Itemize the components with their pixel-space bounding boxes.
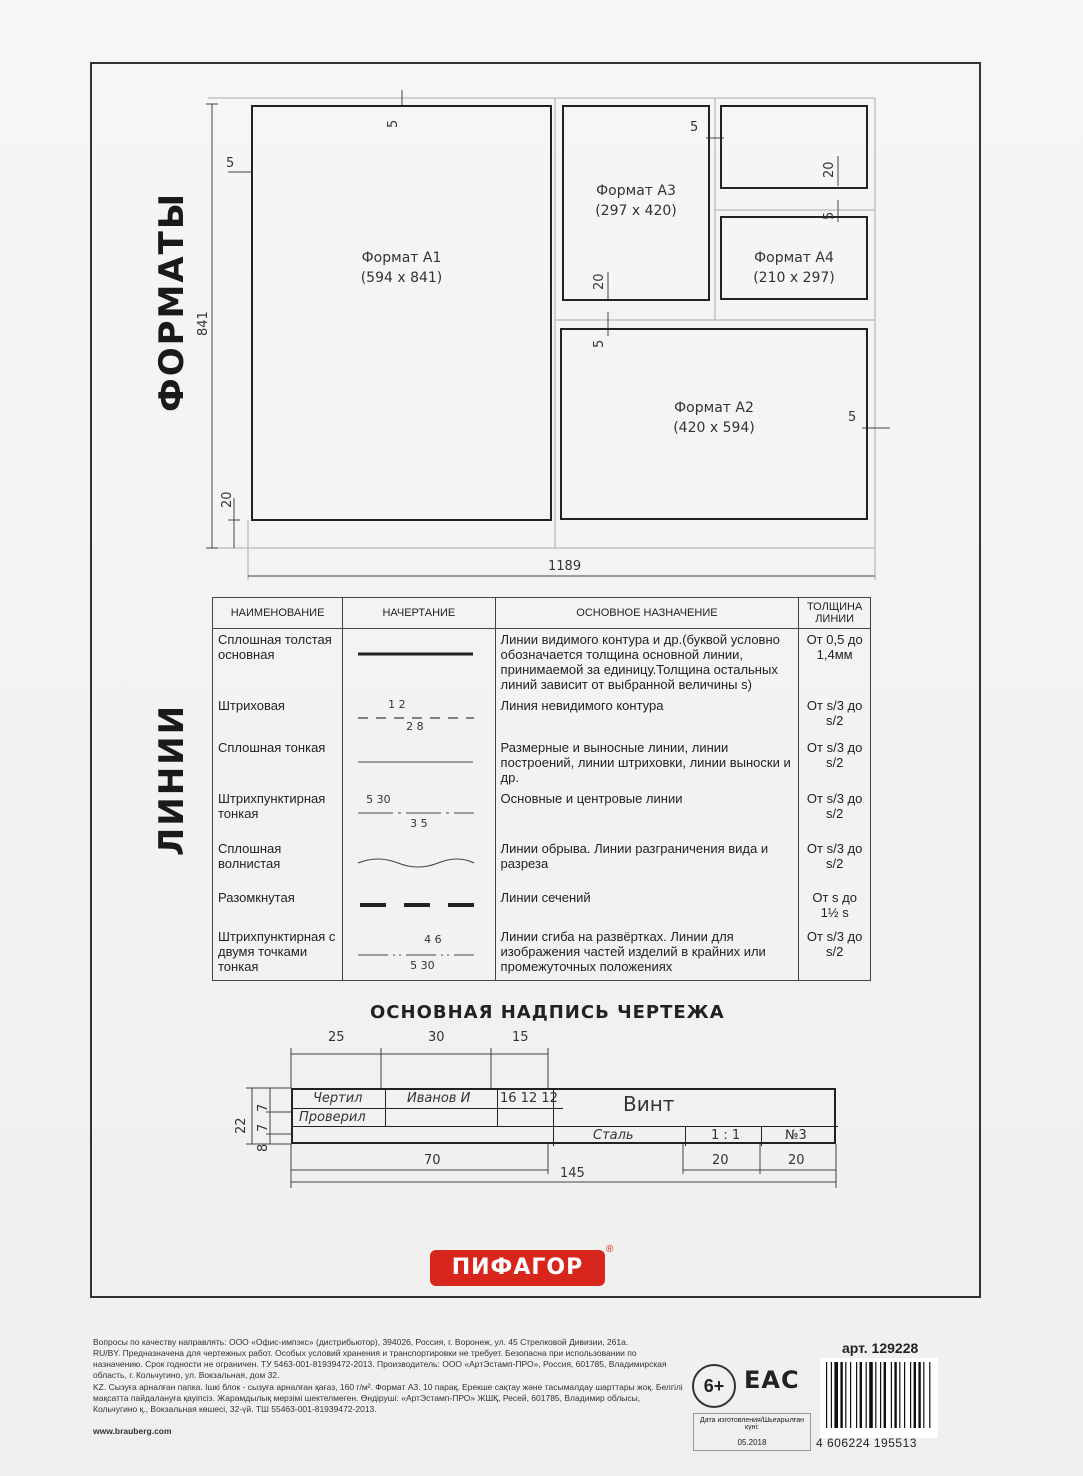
col-name-header: НАИМЕНОВАНИЕ (213, 598, 343, 629)
line-thickness: От s/3 до s/2 (799, 737, 871, 788)
dim-a3-bottom-20: 20 (592, 273, 607, 290)
format-a5-box (720, 105, 868, 189)
material: Сталь (593, 1128, 634, 1143)
barcode-digits: 4 606224 195513 (816, 1436, 917, 1450)
dash-dim-1: 1 2 (388, 698, 406, 711)
table-row (213, 926, 871, 981)
manufacture-date-value: 05.2018 (737, 1438, 767, 1447)
line-purpose: Линия невидимого контура (495, 695, 799, 737)
dash-dim-2: 2 8 (406, 720, 424, 733)
line-drawing (343, 695, 495, 737)
line-drawing (343, 887, 495, 926)
format-a2-label (560, 398, 868, 438)
col-drawing-header: НАЧЕРТАНИЕ (343, 598, 495, 629)
footer-website: www.brauberg.com (93, 1426, 172, 1436)
line-purpose: Линии сгиба на развёртках. Линии для изображения частей изделий в крайних или промежуточных положениях (495, 926, 799, 981)
line-purpose: Линии видимого контура и др.(буквой условно обозначается толщина основной линии, принимаемой за единицу.Толщина остальных линий зависит от выбранной величины s) (495, 629, 799, 696)
line-drawing (343, 838, 495, 887)
drew-date: 16 12 12 (500, 1091, 558, 1106)
format-a2-size: (420 х 594) (673, 420, 755, 436)
format-a3-label (562, 181, 710, 221)
dim-width-145: 145 (560, 1166, 585, 1181)
line-purpose: Размерные и выносные линии, линии построений, линии штриховки, линии выноски и др. (495, 737, 799, 788)
brand-logo (430, 1250, 605, 1286)
dim-a5-20: 20 (822, 161, 837, 178)
dim-a4-top-5: 5 (822, 211, 837, 220)
dim-bottom-20: 20 (220, 491, 235, 508)
dim-a1-left-margin: 5 (226, 156, 235, 171)
dim-col-30: 30 (428, 1030, 445, 1045)
line-purpose: Основные и центровые линии (495, 788, 799, 838)
twodot-dim-1: 4 6 (424, 933, 442, 946)
drew-label: Чертил (313, 1091, 363, 1106)
twodot-dim-2: 5 30 (410, 959, 435, 972)
dim-height-22: 22 (234, 1117, 249, 1134)
dim-col-15: 15 (512, 1030, 529, 1045)
line-name: Сплошная тонкая (213, 737, 343, 788)
manufacture-date-label: Дата изготовления/Шығарылған күні: (700, 1417, 804, 1431)
registered-mark: ® (606, 1244, 614, 1255)
dim-a2-right-5: 5 (848, 410, 857, 425)
lines-table (212, 597, 871, 981)
dim-width-1189: 1189 (548, 559, 582, 574)
title-block (291, 1088, 836, 1144)
line-thickness: От s до 1½ s (799, 887, 871, 926)
age-rating-badge: 6+ (692, 1364, 736, 1408)
dim-width-70: 70 (424, 1153, 441, 1168)
article-number: арт. 129228 (842, 1340, 919, 1356)
line-drawing (343, 788, 495, 838)
table-row (213, 629, 871, 696)
footer-quality-line: Вопросы по качеству направлять: ООО «Офис-импэкс» (дистрибьютор), 394026, Россия, г. Воронеж, ул. 45 Стрелковой Дивизии, 261а. (93, 1337, 629, 1347)
col-purpose-header: ОСНОВНОЕ НАЗНАЧЕНИЕ (495, 598, 799, 629)
format-a1-name: Формат А1 (361, 250, 442, 266)
line-drawing (343, 737, 495, 788)
part-name: Винт (623, 1092, 675, 1116)
line-name: Штрихпунктирная тонкая (213, 788, 343, 838)
line-name: Сплошная толстая основная (213, 629, 343, 696)
format-a3-size: (297 х 420) (595, 203, 677, 219)
table-row (213, 737, 871, 788)
format-a4-name: Формат А4 (754, 250, 834, 266)
dim-row-7b: 7 (256, 1123, 271, 1132)
sheet-number: №3 (785, 1128, 807, 1143)
checked-label: Проверил (299, 1110, 366, 1125)
title-block-heading: ОСНОВНАЯ НАДПИСЬ ЧЕРТЕЖА (370, 1002, 725, 1023)
line-thickness: От s/3 до s/2 (799, 838, 871, 887)
barcode-icon (820, 1358, 940, 1438)
table-row (213, 838, 871, 887)
dim-row-8: 8 (256, 1143, 271, 1152)
dashdot-dim-1: 5 30 (366, 793, 391, 806)
line-thickness: От s/3 до s/2 (799, 695, 871, 737)
dim-width-20b: 20 (788, 1153, 805, 1168)
eac-mark: EAC (744, 1366, 800, 1394)
line-purpose: Линии обрыва. Линии разграничения вида и разреза (495, 838, 799, 887)
line-thickness: От s/3 до s/2 (799, 788, 871, 838)
scale: 1 : 1 (711, 1128, 741, 1143)
line-name: Сплошная волнистая (213, 838, 343, 887)
format-a4-label (720, 248, 868, 288)
footer-ru-by: RU/BY. Предназначена для чертежных работ. Особых условий хранения и транспортировки не требует. Безопасна при использовании по назначению. Срок годности не ограничен. ТУ 5463-001-81939472-2013. Производитель: ООО «АртЭстамп-ПРО», Россия, 601785, Владимирская область, г. Кольчугино, ул. Вокзальная, дом 32. (93, 1348, 667, 1380)
dim-a1-top-margin: 5 (386, 119, 401, 128)
line-name: Штрихпунктирная с двумя точками тонкая (213, 926, 343, 981)
line-thickness: От 0,5 до 1,4мм (799, 629, 871, 696)
format-a1-size: (594 х 841) (360, 270, 443, 286)
footer-kz: KZ. Сызуға арналған папка. Ішкі блок - сызуға арналған қағаз, 160 г/м². Формат А3. 10 парақ. Ерекше сақтау және тасымалдау шарттары жоқ. Белгілі мақсатта пайдалануға қауіпсіз. Жарамдылық мерзімі шектелмеген. Өндіруші: «АртЭстамп-ПРО» ЖШҚ, Ресей, 601785, Владимир облысы, Кольчугино қ., Вокзальная көшесі, 32-үй. ТШ 55463-001-81939472-2013. (93, 1382, 683, 1414)
line-thickness: От s/3 до s/2 (799, 926, 871, 981)
format-a1-label (251, 248, 552, 288)
format-a1-box (251, 105, 552, 521)
dim-a3-right-margin: 5 (690, 120, 699, 135)
dim-a2-top-5: 5 (592, 339, 607, 348)
line-name: Разомкнутая (213, 887, 343, 926)
dim-width-20a: 20 (712, 1153, 729, 1168)
dim-height-841: 841 (196, 311, 211, 336)
table-row (213, 788, 871, 838)
formats-section-title: ФОРМАТЫ (152, 191, 192, 412)
line-purpose: Линии сечений (495, 887, 799, 926)
table-row (213, 695, 871, 737)
format-a4-size: (210 х 297) (753, 270, 835, 286)
dim-row-7a: 7 (256, 1103, 271, 1112)
lines-section-title: ЛИНИИ (152, 703, 192, 856)
dashdot-dim-2: 3 5 (410, 817, 428, 830)
line-drawing (343, 629, 495, 696)
line-name: Штриховая (213, 695, 343, 737)
col-thickness-header: ТОЛЩИНА ЛИНИИ (799, 598, 871, 629)
format-a2-name: Формат А2 (674, 400, 754, 416)
dim-col-25: 25 (328, 1030, 345, 1045)
manufacture-date-box (693, 1413, 811, 1451)
brand-logo-text: ПИФАГОР (451, 1255, 584, 1280)
format-a3-name: Формат А3 (596, 183, 676, 199)
drew-name: Иванов И (407, 1091, 471, 1106)
table-row (213, 887, 871, 926)
line-drawing (343, 926, 495, 981)
